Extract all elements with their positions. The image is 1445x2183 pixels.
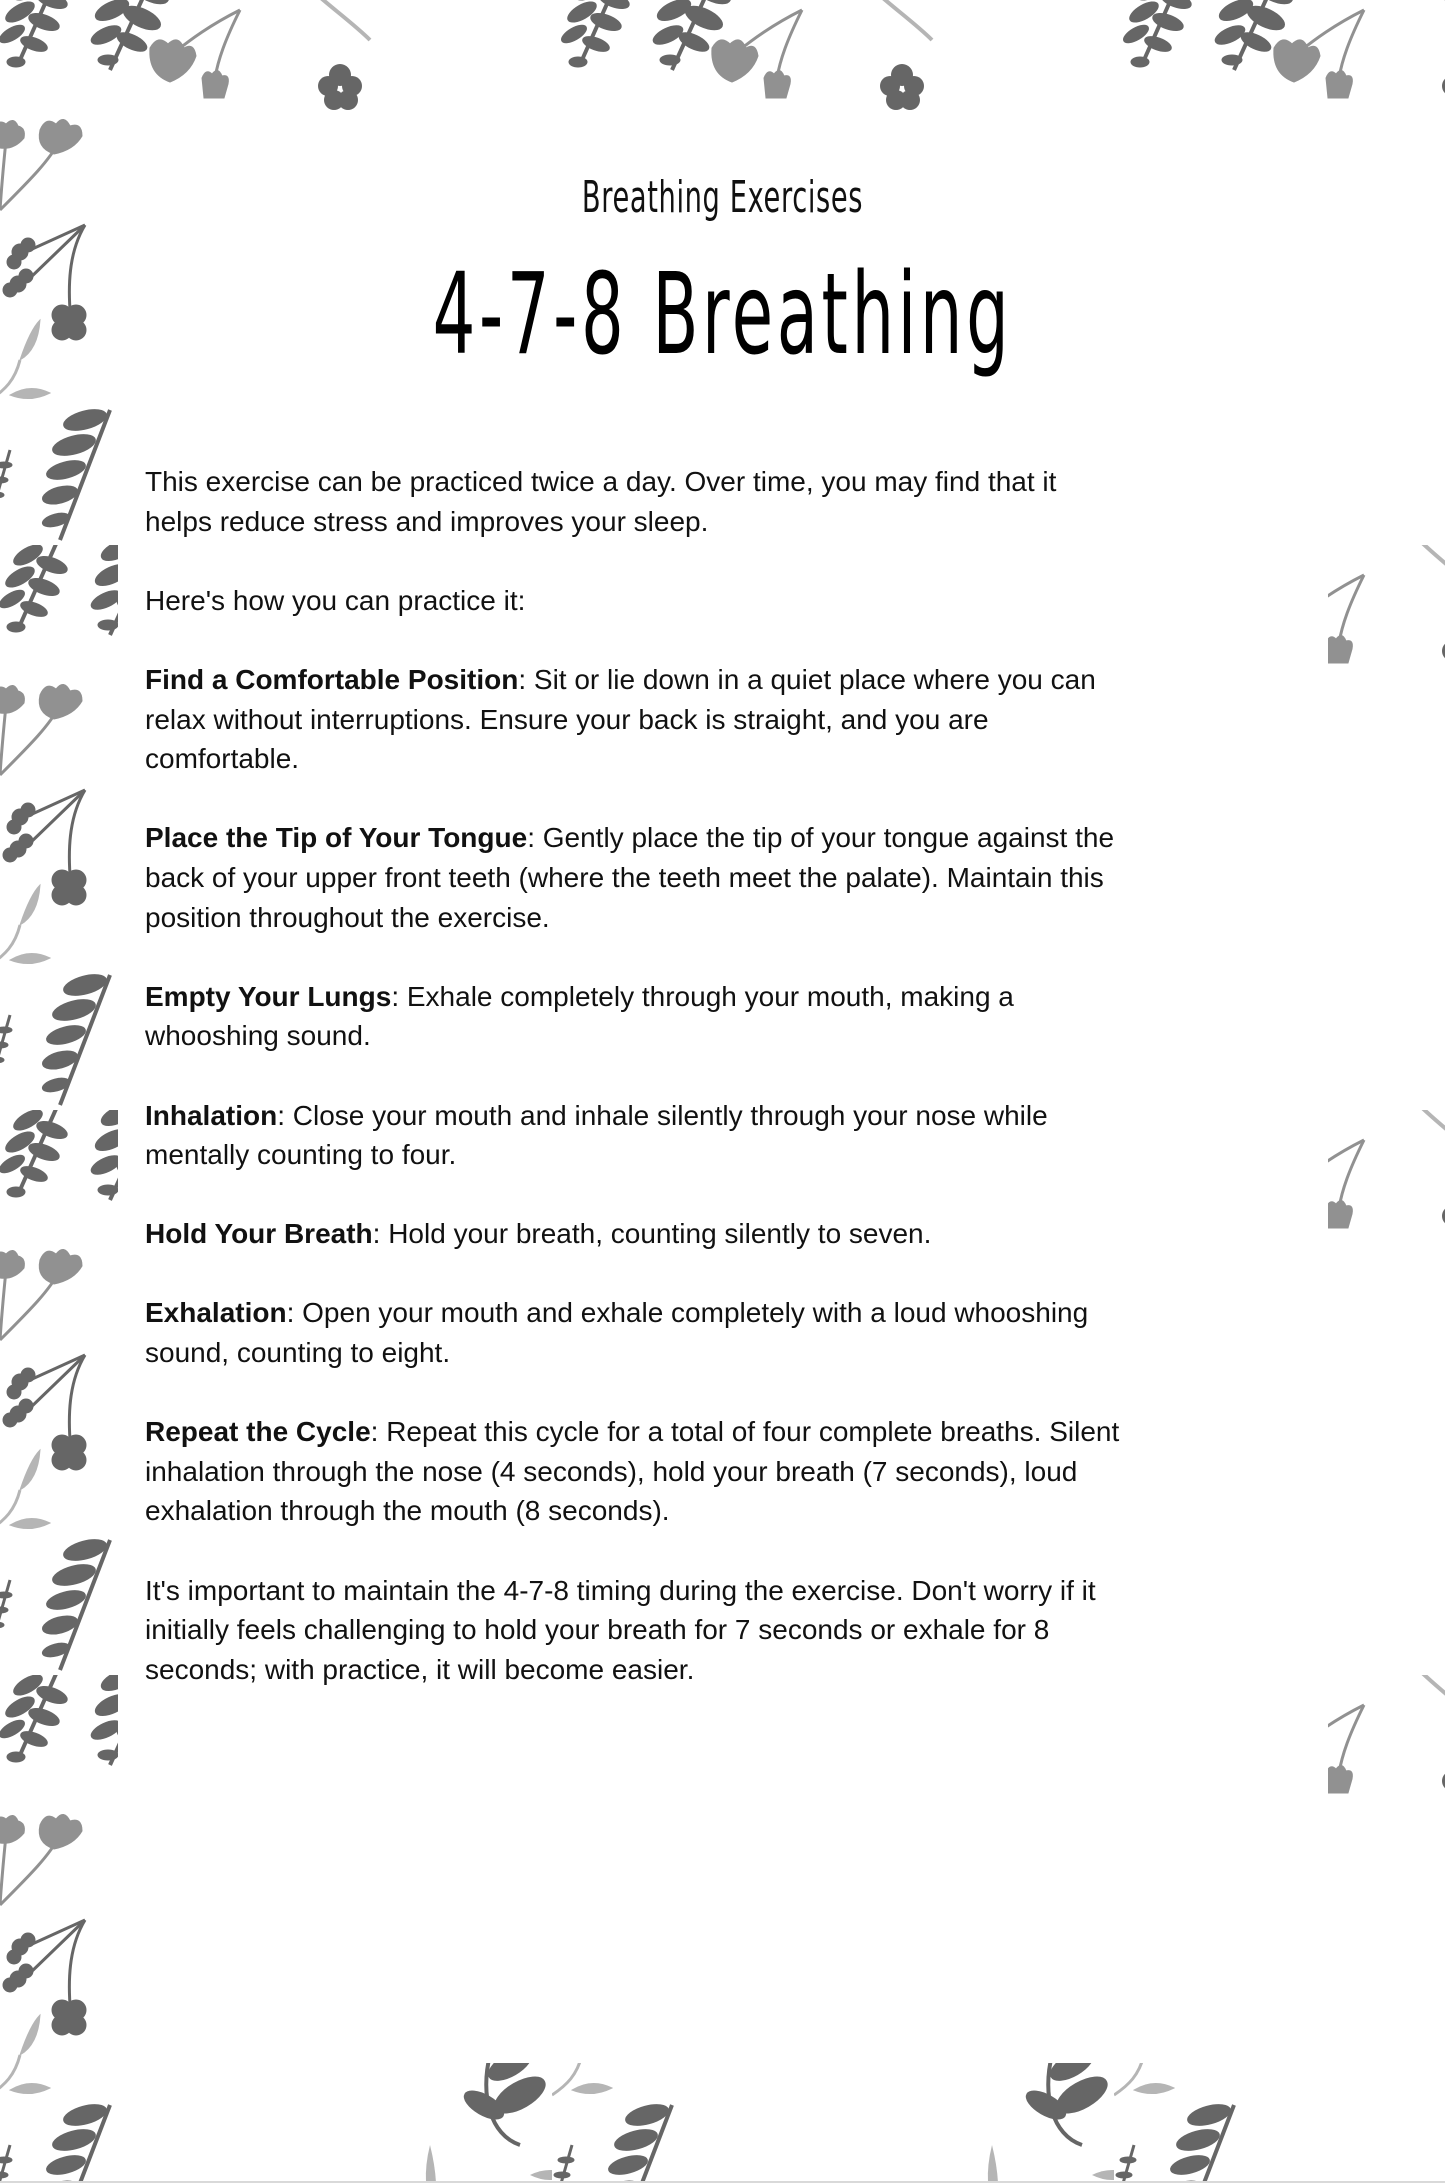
intro-paragraph (145, 462, 1335, 541)
text-line: initially feels challenging to hold your breath for 7 seconds or exhale for 8 (145, 1614, 1050, 1646)
text-line: It's important to maintain the 4-7-8 timing during the exercise. Don't worry if it (145, 1574, 1096, 1606)
text-line: sound, counting to eight. (145, 1337, 451, 1369)
article-body (145, 462, 1335, 1729)
step-text: : Gently place the tip of your tongue against the (527, 822, 1115, 854)
step-text: : Hold your breath, counting silently to seven. (372, 1218, 932, 1250)
page-title: 4-7-8 Breathing (432, 250, 1013, 380)
text-line: mentally counting to four. (145, 1139, 457, 1171)
eyebrow-title: Breathing Exercises (581, 172, 864, 223)
step-paragraph (145, 1214, 1335, 1254)
step-text: : Sit or lie down in a quiet place where you can (518, 663, 1096, 695)
step-paragraph (145, 818, 1335, 937)
text-line: This exercise can be practiced twice a day. Over time, you may find that it (145, 466, 1057, 497)
text-line: seconds; with practice, it will become easier. (145, 1653, 695, 1685)
step-paragraph (145, 977, 1335, 1056)
step-label: Place the Tip of Your Tongue (145, 822, 528, 854)
text-line: relax without interruptions. Ensure your back is straight, and you are (145, 703, 989, 735)
text-line: helps reduce stress and improves your sleep. (145, 505, 709, 537)
step-label: Find a Comfortable Position (145, 663, 519, 695)
text-line: inhalation through the nose (4 seconds), hold your breath (7 seconds), loud (145, 1455, 1078, 1487)
step-paragraph (145, 660, 1335, 779)
closing-paragraph (145, 1571, 1335, 1690)
step-paragraph (145, 1412, 1335, 1531)
step-label: Inhalation (145, 1099, 278, 1131)
step-paragraph (145, 1293, 1335, 1372)
step-text: : Exhale completely through your mouth, making a (391, 980, 1014, 1012)
step-text: : Close your mouth and inhale silently through your nose while (277, 1099, 1048, 1131)
text-line: whooshing sound. (145, 1020, 371, 1052)
step-text: : Open your mouth and exhale completely with a loud whooshing (286, 1297, 1089, 1329)
text-line: position throughout the exercise. (145, 901, 550, 933)
how-to-paragraph (145, 581, 1335, 621)
step-label: Hold Your Breath (145, 1218, 373, 1250)
step-label: Repeat the Cycle (145, 1416, 371, 1448)
step-label: Exhalation (145, 1297, 287, 1329)
text-line: back of your upper front teeth (where the teeth meet the palate). Maintain this (145, 861, 1104, 893)
text-line: Here's how you can practice it: (145, 584, 526, 616)
step-text: : Repeat this cycle for a total of four complete breaths. Silent (370, 1416, 1120, 1448)
step-paragraph (145, 1096, 1335, 1175)
text-line: exhalation through the mouth (8 seconds). (145, 1495, 670, 1527)
text-line: comfortable. (145, 743, 300, 775)
step-label: Empty Your Lungs (145, 980, 392, 1012)
